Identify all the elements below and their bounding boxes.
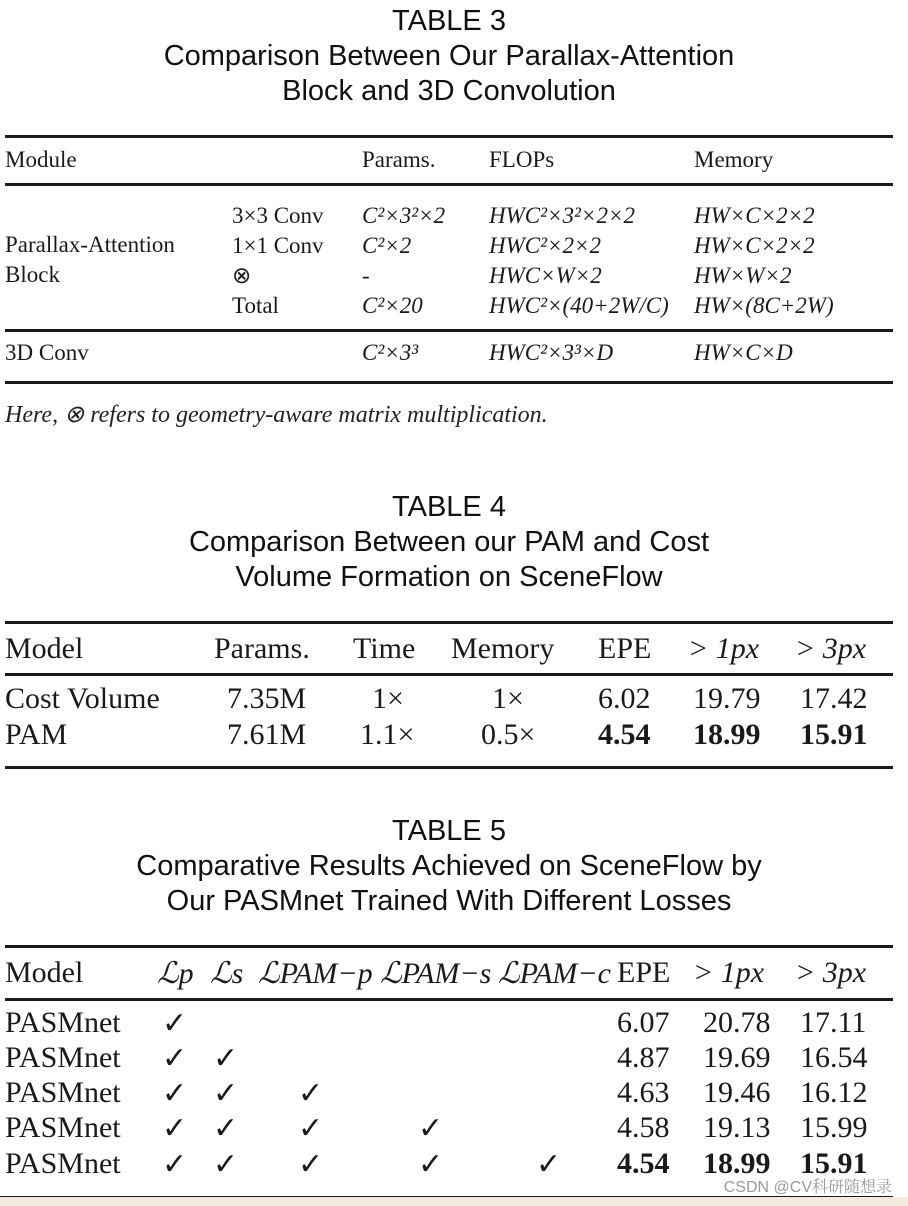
table5-header-lpam-p: ℒPAM−p [258, 957, 373, 990]
table5-header-ls: ℒs [210, 957, 244, 990]
table5-epe-cell: 4.87 [617, 1041, 670, 1074]
table4-header-3px: > 3px [795, 632, 867, 665]
table4-title-line2: Volume Formation on SceneFlow [235, 561, 663, 593]
check-icon: ✓ [418, 1112, 444, 1145]
table5-header-1px: > 1px [693, 956, 765, 989]
table5-1px-cell: 19.69 [703, 1041, 771, 1074]
table3-mid-rule [5, 329, 893, 332]
table3-bottom-rule [5, 381, 893, 384]
table4-caption [0, 490, 898, 595]
table4-header-model: Model [5, 632, 84, 665]
table4-title-line1: Comparison Between our PAM and Cost [188, 526, 710, 558]
table3-memory-cell: HW×(8C+2W) [694, 293, 834, 318]
table4-header-time: Time [353, 632, 416, 665]
check-icon: ✓ [213, 1077, 239, 1110]
check-icon: ✓ [298, 1148, 324, 1181]
table3-flops-cell: HWC²×2×2 [489, 233, 602, 258]
table5-1px-cell: 20.78 [703, 1006, 771, 1039]
table4-3px-cell: 17.42 [800, 682, 868, 715]
table3-sub-cell: ⊗ [232, 263, 252, 288]
table3-header-memory: Memory [694, 147, 774, 172]
check-icon: ✓ [162, 1148, 188, 1181]
check-icon: ✓ [162, 1112, 188, 1145]
table5-1px-cell: 19.46 [703, 1076, 771, 1109]
table5-3px-cell: 16.54 [800, 1041, 868, 1074]
table3-sub-cell: 3×3 Conv [232, 203, 324, 228]
table4-memory-cell: 1× [492, 682, 524, 715]
table4-header-1px: > 1px [688, 632, 760, 665]
table3-module-pab-line2: Block [5, 262, 60, 287]
table5-header-3px: > 3px [795, 956, 867, 989]
table5-epe-cell: 4.58 [617, 1111, 670, 1144]
table3-title-line2: Block and 3D Convolution [282, 75, 616, 107]
table5-model-cell: PASMnet [5, 1076, 121, 1109]
table5-3px-cell: 16.12 [800, 1076, 868, 1109]
table5-3px-cell: 15.91 [800, 1147, 868, 1180]
table3-flops-cell: HWC²×3³×D [489, 340, 614, 365]
table5-label: TABLE 5 [392, 815, 506, 847]
table4-1px-cell: 19.79 [693, 682, 761, 715]
table5-header-lpam-s: ℒPAM−s [380, 957, 492, 990]
page-bottom-strip [0, 1197, 908, 1206]
check-icon: ✓ [298, 1077, 324, 1110]
table5-header-model: Model [5, 956, 84, 989]
table3-title-line1: Comparison Between Our Parallax-Attention [163, 40, 735, 72]
check-icon: ✓ [162, 1042, 188, 1075]
table4-params-cell: 7.35M [227, 682, 307, 715]
table3-caption [0, 4, 898, 109]
table5-epe-cell: 4.54 [617, 1147, 670, 1180]
table3-memory-cell: HW×W×2 [694, 263, 792, 288]
table5-title-line1: Comparative Results Achieved on SceneFlow by [136, 850, 762, 882]
table4-header-epe: EPE [598, 632, 652, 665]
check-icon: ✓ [162, 1077, 188, 1110]
table4-header-params: Params. [214, 632, 310, 665]
table5-model-cell: PASMnet [5, 1147, 121, 1180]
table4-3px-cell: 15.91 [800, 718, 868, 751]
table5-3px-cell: 15.99 [800, 1111, 868, 1144]
table3-flops-cell: HWC²×3²×2×2 [489, 203, 635, 228]
table4-params-cell: 7.61M [227, 718, 307, 751]
table3-footnote: Here, ⊗ refers to geometry-aware matrix multiplication. [5, 402, 548, 428]
table3-flops-cell: HWC²×(40+2W/C) [489, 293, 669, 318]
table3-params-cell: - [362, 263, 370, 288]
table5-model-cell: PASMnet [5, 1006, 121, 1039]
table4-header-rule [5, 673, 893, 676]
table3-params-cell: C²×3²×2 [362, 203, 446, 228]
table3-sub-cell: 1×1 Conv [232, 233, 324, 258]
table3-label: TABLE 3 [392, 5, 506, 37]
table5-model-cell: PASMnet [5, 1041, 121, 1074]
table4-1px-cell: 18.99 [693, 718, 761, 751]
table4-time-cell: 1× [372, 682, 404, 715]
table4-model-cell: PAM [5, 718, 68, 751]
check-icon: ✓ [536, 1148, 562, 1181]
table4-header-memory: Memory [451, 632, 555, 665]
check-icon: ✓ [162, 1007, 188, 1040]
table5-epe-cell: 4.63 [617, 1076, 670, 1109]
table3-params-cell: C²×3³ [362, 340, 419, 365]
table5-caption [0, 814, 898, 919]
table5-header-lp: ℒp [157, 957, 194, 990]
table3-flops-cell: HWC×W×2 [489, 263, 602, 288]
check-icon: ✓ [298, 1112, 324, 1145]
table3-module-3dconv: 3D Conv [5, 340, 89, 365]
table3-header-params: Params. [362, 147, 436, 172]
table4-epe-cell: 6.02 [598, 682, 651, 715]
table5-3px-cell: 17.11 [800, 1006, 867, 1039]
table4-time-cell: 1.1× [360, 718, 415, 751]
watermark: CSDN @CV科研随想录 [723, 1179, 892, 1196]
table5-top-rule [5, 945, 893, 948]
table5-header-rule [5, 998, 893, 1001]
check-icon: ✓ [213, 1042, 239, 1075]
table3-params-cell: C²×20 [362, 293, 423, 318]
check-icon: ✓ [213, 1148, 239, 1181]
table4-model-cell: Cost Volume [5, 682, 160, 715]
table4-epe-cell: 4.54 [598, 718, 651, 751]
table5-1px-cell: 18.99 [703, 1147, 771, 1180]
check-icon: ✓ [213, 1112, 239, 1145]
table5-header-lpam-c: ℒPAM−c [498, 957, 611, 990]
table4-top-rule [5, 621, 893, 624]
table5-header-epe: EPE [617, 956, 671, 989]
table4-bottom-rule [5, 766, 893, 769]
table3-sub-cell: Total [232, 293, 279, 318]
table3-header-rule [5, 183, 893, 186]
table3-header-module: Module [5, 147, 77, 172]
table4-label: TABLE 4 [392, 491, 506, 523]
table3-memory-cell: HW×C×D [694, 340, 793, 365]
table3-module-pab-line1: Parallax-Attention [5, 232, 175, 257]
table3-memory-cell: HW×C×2×2 [694, 233, 815, 258]
table3-top-rule [5, 135, 893, 138]
check-icon: ✓ [418, 1148, 444, 1181]
table5-epe-cell: 6.07 [617, 1006, 670, 1039]
table4-memory-cell: 0.5× [481, 718, 536, 751]
table5-title-line2: Our PASMnet Trained With Different Losses [166, 885, 732, 917]
table3-header-flops: FLOPs [489, 147, 555, 172]
table5-model-cell: PASMnet [5, 1111, 121, 1144]
table3-params-cell: C²×2 [362, 233, 412, 258]
table5-1px-cell: 19.13 [703, 1111, 771, 1144]
table3-memory-cell: HW×C×2×2 [694, 203, 815, 228]
